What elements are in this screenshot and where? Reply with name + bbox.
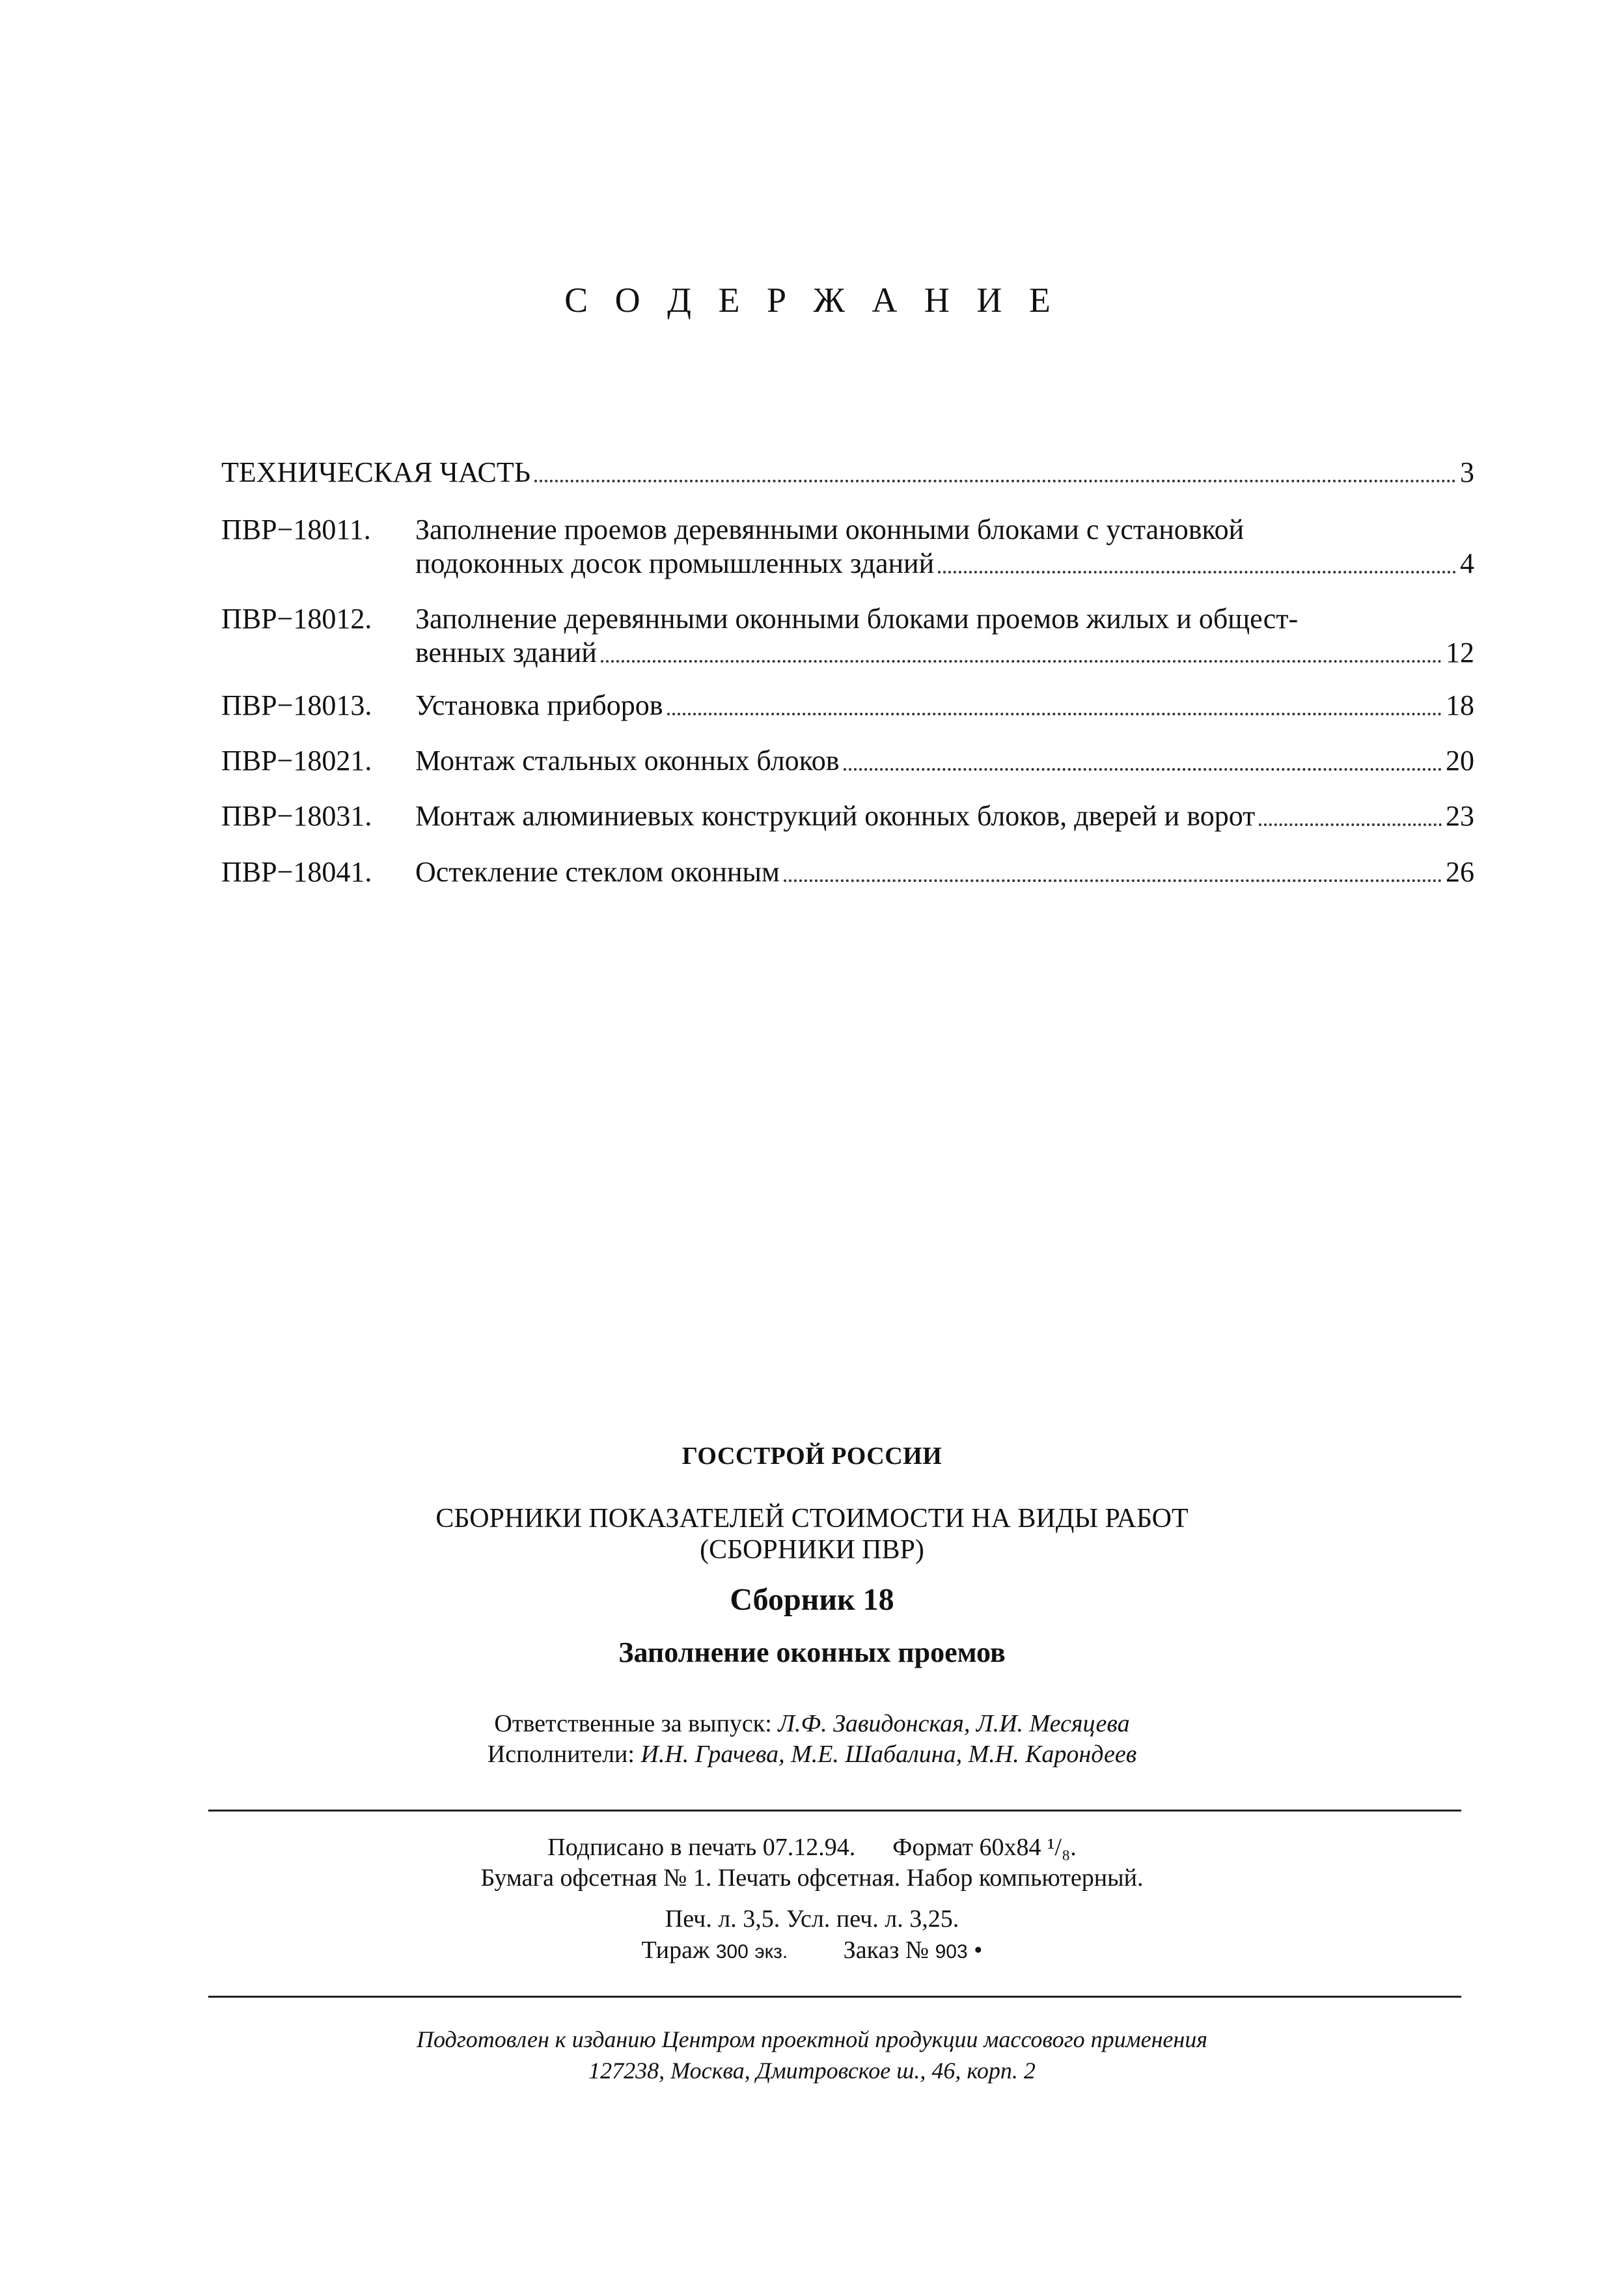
toc-entry-text: Заполнение проемов деревянными оконными блоками с установкой [415,514,1245,545]
toc-entry-text: подоконных досок промышленных зданий [415,547,935,579]
toc-page-number: 18 [1446,689,1474,721]
divider-bottom [208,1996,1461,1998]
toc-entry-code: ПВР−18012. [221,603,372,635]
toc-entry-text: Заполнение деревянными оконными блоками проемов жилых и общест- [415,603,1299,635]
collection-title: Заполнение оконных проемов [618,1636,1006,1668]
toc-page-number: 3 [1460,456,1474,488]
executors-names: И.Н. Грачева, М.Е. Шабалина, М.Н. Карондеев [640,1741,1137,1768]
responsible-label: Ответственные за выпуск: [494,1710,772,1737]
print-run-unit: экз. [754,1941,788,1963]
toc-entry-text: Монтаж стальных оконных блоков [415,745,840,777]
toc-page-number: 4 [1460,547,1474,579]
print-run-label: Тираж [641,1937,710,1964]
sheets-line: Печ. л. 3,5. Усл. печ. л. 3,25. [665,1905,959,1933]
toc-leader-dots [784,877,1442,882]
toc-entry-18041[interactable] [221,855,1474,889]
toc-entry-code: ПВР−18013. [221,689,372,721]
organization-name: ГОССТРОЙ РОССИИ [681,1442,943,1470]
prepared-by-line-1: Подготовлен к изданию Центром проектной продукции массового применения [416,2026,1208,2052]
contents-title: С О Д Е Р Ж А Н И Е [564,281,1060,320]
paper-line: Бумага офсетная № 1. Печать офсетная. Набор компьютерный. [480,1864,1144,1892]
toc-entry-text: Установка приборов [415,689,663,721]
toc-leader-dots [534,477,1456,482]
print-run-line [0,1935,1624,1967]
toc-leader-dots [844,765,1442,771]
toc-entry-technical-part[interactable] [221,456,1474,489]
series-title-line-1: СБОРНИКИ ПОКАЗАТЕЛЕЙ СТОИМОСТИ НА ВИДЫ РАБОТ [435,1504,1189,1534]
toc-entry-18013[interactable] [221,689,1474,723]
toc-page-number: 23 [1446,800,1474,832]
paper-format: Формат 60x84 ¹/₈. [892,1834,1077,1861]
responsible-line [0,1709,1624,1739]
toc-entry-text: Монтаж алюминиевых конструкций оконных блоков, дверей и ворот [415,800,1256,832]
toc-entry-18031[interactable] [221,799,1474,833]
responsible-names: Л.Ф. Завидонская, Л.И. Месяцева [778,1710,1130,1737]
toc-leader-dots [601,657,1442,663]
toc-entry-label: ТЕХНИЧЕСКАЯ ЧАСТЬ [221,456,531,488]
toc-entry-code: ПВР−18031. [221,800,372,832]
toc-entry-code: ПВР−18021. [221,745,372,777]
toc-page-number: 12 [1446,637,1474,668]
toc-leader-dots [667,710,1442,715]
toc-entry-18021[interactable] [221,744,1474,778]
order-value: 903 [935,1941,968,1963]
executors-line [0,1739,1624,1769]
toc-leader-dots [938,568,1456,573]
toc-leader-dots [1259,821,1442,826]
print-run-value: 300 [715,1941,749,1963]
toc-page-number: 26 [1446,856,1474,888]
order-mark: • [974,1937,983,1964]
divider-top [208,1810,1461,1812]
toc-page-number: 20 [1446,745,1474,777]
signed-date: Подписано в печать 07.12.94. [547,1834,856,1861]
toc-entry-code: ПВР−18041. [221,856,372,888]
toc-entry-code: ПВР−18011. [221,514,371,545]
toc-entry-18011[interactable] [221,513,1474,581]
signed-format-line [0,1832,1624,1862]
toc-entry-text: Остекление стеклом оконным [415,856,780,888]
toc-entry-18012[interactable] [221,602,1474,670]
toc-entry-text: венных зданий [415,637,597,668]
order-label: Заказ № [843,1937,929,1964]
series-title-line-2: (СБОРНИКИ ПВР) [700,1535,924,1565]
executors-label: Исполнители: [487,1741,635,1768]
prepared-by-line-2: 127238, Москва, Дмитровское ш., 46, корп. 2 [588,2058,1036,2084]
collection-number: Сборник 18 [730,1582,894,1617]
